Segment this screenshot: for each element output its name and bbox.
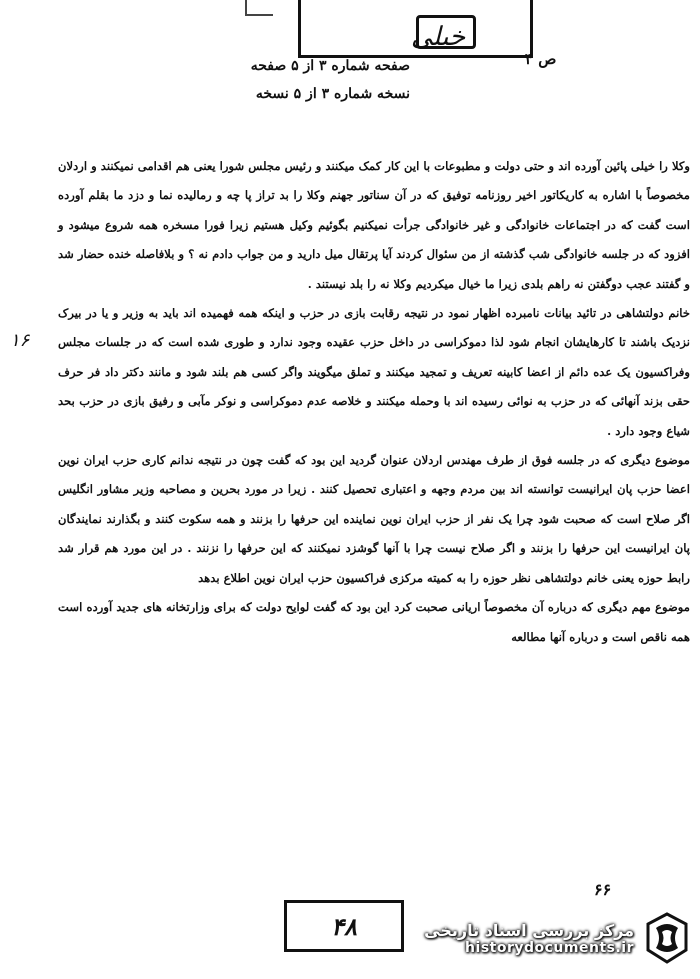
- watermark: [412, 903, 692, 973]
- paragraph: خانم دولتشاهی در تائید بیانات نامبرده اظهار نمود در نتیجه رقابت بازی در حزب و اینکه همه فهمیده اند باید به وزیر و یا در بیرک نزدیک باشند تا کارهایشان انجام شود لذا دموکراسی در داخل حزب عقیده وجود ندارد و طوری شده است که در جلسات مجلس وفراکسیون یک عده دائم از اعضا کابینه تعریف و تمجید میکنند و تملق میگویند واگر کسی هم بلند شود و مانند دکتر داد فر حرف حقی بزند آنهائی که در حزب به نوائی رسیده اند با وحمله میکنند و خلاصه عدم دموکراسی و نوکر مآبی و رفیق بازی در حزب بحد شیاع وجود دارد .: [58, 306, 690, 438]
- corner-mark: [245, 0, 273, 16]
- watermark-text: [424, 921, 634, 956]
- page-end-mark: ۶۶: [594, 880, 612, 899]
- page-count-line: صفحه شماره ۳ از ۵ صفحه: [250, 58, 410, 74]
- classification-stamp: [298, 0, 533, 58]
- archive-stamp: [284, 900, 404, 952]
- archive-logo-icon: [642, 910, 692, 966]
- paragraph: موضوع دیگری که در جلسه فوق از طرف مهندس اردلان عنوان گردید این بود که گفت چون در نتیجه ندانم کاری حزب ایران نوین اعضا حزب پان ایرانیست توانسته اند بین مردم وجهه و اعتباری تحصیل کنند . زیرا در مورد بحرین و مصاحبه وزیر مشاور انگلیس اگر صلاح است که صحبت شود چرا یک نفر از حزب ایران نوین نماینده این حرفها را بزنند و همه سکوت کنند و بگذارند نمایندگان پان ایرانیست این حرفها را بزنند و اگر صلاح نیست چرا با آنها گوشزد نمیکنند که این حرفها را نزنند . در این مورد هم قرار شد رابط حوزه یعنی خانم دولتشاهی نظر حوزه را به کمیته مرکزی فراکسیون حزب ایران نوین اطلاع بدهد: [58, 453, 690, 585]
- copy-count-line: نسخه شماره ۳ از ۵ نسخه: [255, 86, 410, 102]
- archive-stamp-number: ۴۸: [331, 911, 357, 941]
- stamp-handwriting: خیلی: [411, 22, 466, 52]
- document-body: [58, 152, 690, 902]
- watermark-name: مرکز بررسی اسناد تاریخی: [424, 920, 634, 940]
- paragraph: وکلا را خیلی پائین آورده اند و حتی دولت و مطبوعات با این کار کمک میکنند و رئیس مجلس شورا یعنی هم اقدامی نمیکنند و اردلان مخصوصاً با اشاره به کاریکاتور اخیر روزنامه توفیق که در آن سناتور جهنم وکلا را بد تراز پا چه و رمالیده نما و دزد ما بقلم آورده است گفت که در اجتماعات خانوادگی و غیر خانوادگی جرأت نمیکنیم بگوئیم وکیل هستیم زیرا فورا مسخره همه شروع میشود و افزود که در جلسه خانوادگی شب گذشته از من سئوال کردند آیا پرتقال میل دارید و من جواب دادم نه ؟ و بلافاصله خنده حضار شد و گفتند عجب دوگفتن نه راهم بلدی زیرا ما خیال میکردیم وکلا نه را بلد نیستند .: [58, 159, 690, 291]
- page-number: ص ۳: [525, 50, 557, 68]
- margin-note: ۱۶: [10, 330, 30, 351]
- document-header: [170, 52, 410, 108]
- paragraph: موضوع مهم دیگری که درباره آن مخصوصاً اریانی صحبت کرد این بود که گفت لوایح دولت که برای وزارتخانه های جدید آورده است همه ناقص است و درباره آنها مطالعه: [58, 600, 690, 644]
- watermark-url: historydocuments.ir: [465, 939, 634, 956]
